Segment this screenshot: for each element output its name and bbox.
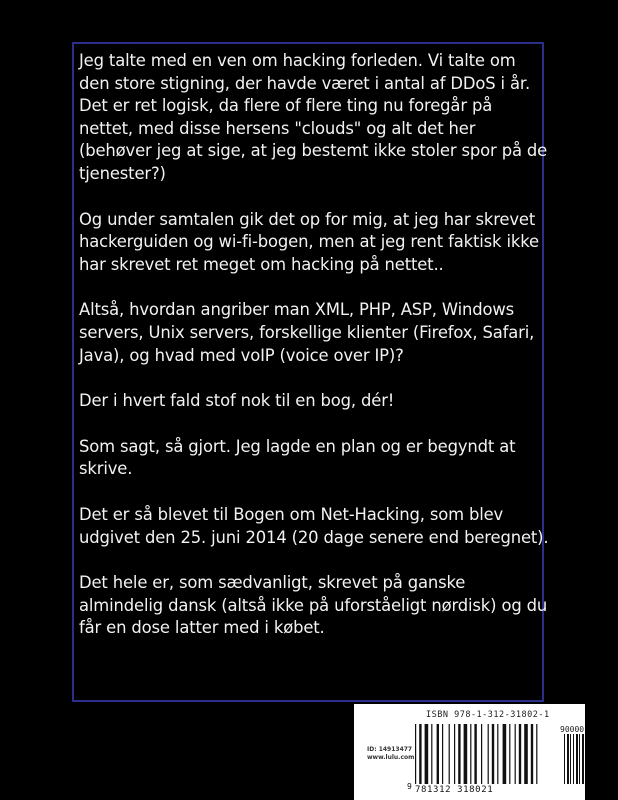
isbn-barcode [415, 724, 565, 784]
barcode-bar [464, 724, 468, 784]
barcode-bar [415, 724, 416, 784]
barcode-number: 781312 318021 [415, 785, 494, 795]
site-line: www.lulu.com [367, 754, 415, 761]
barcode-bar [425, 724, 429, 784]
price-barcode-bar [582, 734, 584, 784]
price-code: 90000 [560, 725, 585, 734]
paragraph-4: Der i hvert fald stof nok til en bog, dér! [79, 391, 395, 411]
barcode-bar [431, 724, 432, 784]
barcode-box [354, 704, 585, 800]
price-barcode-bar [576, 734, 578, 784]
back-cover-text [79, 50, 549, 663]
barcode-bar [492, 724, 494, 784]
barcode-bar [449, 724, 450, 784]
isbn-label: ISBN 978-1-312-31802-1 [426, 710, 550, 720]
price-barcode-bar [567, 734, 569, 784]
lulu-id [367, 746, 414, 762]
barcode-bar [442, 724, 443, 784]
paragraph-5: Som sagt, så gjort. Jeg lagde en plan og er begyndt at skrive. [79, 436, 516, 479]
barcode-bar [515, 724, 516, 784]
barcode-bar [531, 724, 533, 784]
barcode-bar [481, 724, 482, 784]
paragraph-6: Det er så blevet til Bogen om Net-Hacking, som blev udgivet den 25. juni 2014 (20 dage senere end beregnet). [79, 504, 549, 547]
barcode-bar [470, 724, 471, 784]
barcode-bar [454, 724, 455, 784]
barcode-bar [524, 724, 528, 784]
barcode-bar [519, 724, 521, 784]
barcode-bar [488, 724, 489, 784]
price-barcode-bar [564, 734, 565, 784]
barcode-bar [437, 724, 439, 784]
barcode-bar [509, 724, 510, 784]
barcode-bar [503, 724, 507, 784]
paragraph-2: Og under samtalen gik det op for mig, at jeg har skrevet hackerguiden og wi-fi-bogen, men at jeg rent faktisk ikke har skrevet ret meget om hacking på nettet.. [79, 209, 539, 274]
paragraph-1: Jeg talte med en ven om hacking forleden. Vi talte om den store stigning, der havde været i antal af DDoS i år. Det er ret logisk, da flere of flere ting nu foregår på nettet, med disse hersens "clouds" og alt det her (behøver jeg at sige, at jeg bestemt ikke stoler spor på de tjenester?) [79, 51, 548, 183]
paragraph-7: Det hele er, som sædvanligt, skrevet på ganske almindelig dansk (altså ikke på uforståeligt nørdisk) og du får en dose latter med i købet. [79, 573, 548, 638]
barcode-bar [536, 724, 537, 784]
barcode-bar [497, 724, 498, 784]
barcode-bar [458, 724, 460, 784]
paragraph-3: Altså, hvordan angriber man XML, PHP, ASP, Windows servers, Unix servers, forskellige klienter (Firefox, Safari, Java), og hvad med voIP (voice over IP)? [79, 300, 535, 365]
price-barcode-bar [570, 734, 571, 784]
price-barcode-bar [579, 734, 580, 784]
price-barcode-bar [573, 734, 574, 784]
barcode-bar [419, 724, 421, 784]
id-line: ID: 14913477 [367, 746, 413, 753]
barcode-lead-digit: 9 [407, 782, 412, 791]
price-barcode [564, 734, 584, 784]
barcode-bar [474, 724, 476, 784]
